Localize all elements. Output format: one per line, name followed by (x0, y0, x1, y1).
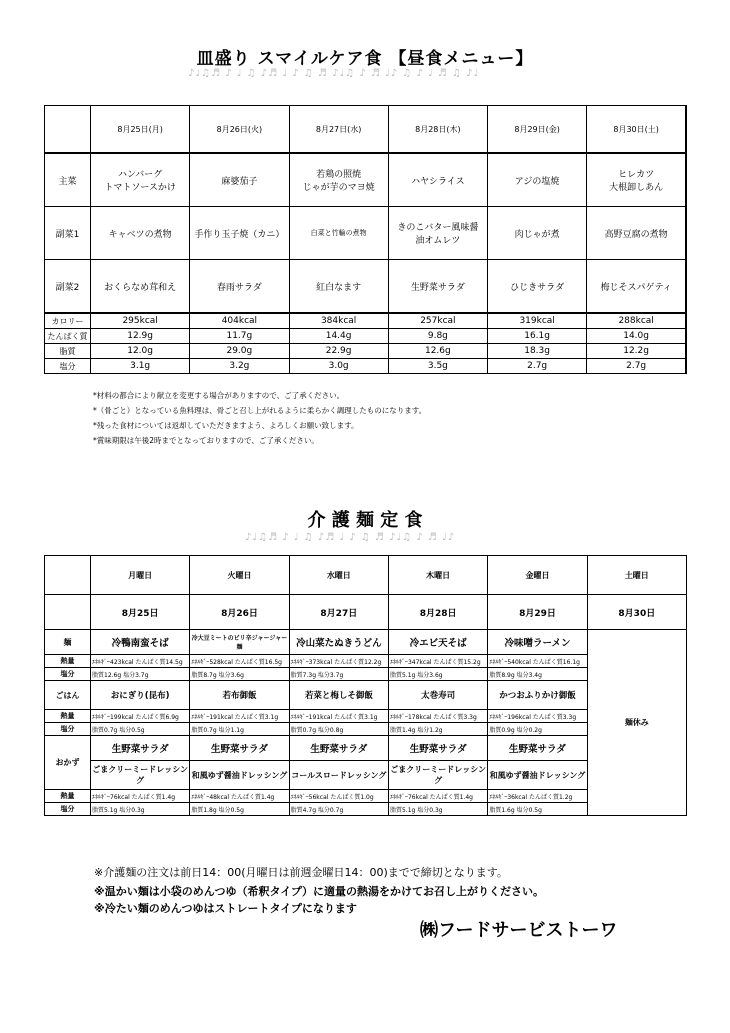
info-cell: ｴﾈﾙｷﾞｰ528kcal たんぱく質16.5g (190, 655, 289, 668)
row-label: 副菜2 (45, 260, 91, 314)
nutrition-value: 14.4g (289, 329, 388, 344)
nutrition-value: 384kcal (289, 313, 388, 329)
music-notes-decoration: ♪♩♫♬ ♪ ♩ ♫ ♪♬ ♩ ♪ ♫ ♬ ♪♩♫ ♪ ♬ ♩♪ (245, 532, 456, 543)
food-cell: 若菜と梅しそ御飯 (289, 681, 388, 710)
nutrition-label: 脂質 (45, 344, 91, 359)
menu-cell: ハンバーグ トマトソースかけ (91, 153, 190, 207)
heat-label: 熱量 (45, 710, 91, 723)
info-cell: ｴﾈﾙｷﾞｰ423kcal たんぱく質14.5g (91, 655, 190, 668)
nutrition-value: 29.0g (190, 344, 289, 359)
corner-cell (45, 595, 91, 630)
salt-label: 塩分 (45, 668, 91, 681)
food-cell: 冷エビ天そば (388, 630, 487, 655)
row-label: 主菜 (45, 153, 91, 207)
corner-cell (45, 106, 91, 154)
menu-cell: ヒレカツ 大根卸しあん (587, 153, 686, 207)
date-header: 8月29日 (488, 595, 587, 630)
day-header: 8月25日(月) (91, 106, 190, 154)
info-cell: ｴﾈﾙｷﾞｰ373kcal たんぱく質12.2g (289, 655, 388, 668)
date-header: 8月27日 (289, 595, 388, 630)
nutrition-value: 14.0g (587, 329, 686, 344)
food-cell: 若布御飯 (190, 681, 289, 710)
note-line: *残った食材については返却していただきますよう、よろしくお願い致します。 (93, 421, 359, 430)
menu-cell: 梅じそスパゲティ (587, 260, 686, 314)
nutrition-value: 3.5g (388, 359, 487, 374)
info-cell: ｴﾈﾙｷﾞｰ191kcal たんぱく質3.1g (289, 710, 388, 723)
menu-cell: 高野豆腐の煮物 (587, 207, 686, 260)
info-cell: ｴﾈﾙｷﾞｰ191kcal たんぱく質3.1g (190, 710, 289, 723)
nutrition-value: 16.1g (488, 329, 587, 344)
menu-cell: 春雨サラダ (190, 260, 289, 314)
music-notes-decoration: ♪♩♫♬ ♪ ♩ ♫ ♪♬ ♩ ♪ ♫ ♬ ♪♩♫ ♪ ♬ ♩♪ ♫ ♪ ♩ ♬ ♫ ♪♩ (188, 68, 480, 79)
food-cell: 太巻寿司 (388, 681, 487, 710)
weekday-header: 木曜日 (388, 556, 487, 595)
info-cell: 脂質1.4g 塩分1.2g (388, 723, 487, 736)
info-cell: 脂質7.3g 塩分3.7g (289, 668, 388, 681)
nutrition-value: 12.6g (388, 344, 487, 359)
date-header: 8月25日 (91, 595, 190, 630)
info-cell: ｴﾈﾙｷﾞｰ36kcal たんぱく質1.2g (488, 790, 587, 803)
day-header: 8月29日(金) (488, 106, 587, 154)
info-cell: 脂質1.8g 塩分0.5g (190, 803, 289, 816)
lunch-menu-title: 皿盛り スマイルケア食 【昼食メニュー】 (196, 49, 534, 69)
info-cell: 脂質0.7g 塩分0.8g (289, 723, 388, 736)
info-cell: 脂質5.1g 塩分0.3g (91, 803, 190, 816)
menu-cell: ハヤシライス (388, 153, 487, 207)
info-cell: 脂質5.1g 塩分3.6g (388, 668, 487, 681)
company-name: ㈱フードサービストーワ (420, 920, 618, 941)
menu-cell: アジの塩焼 (488, 153, 587, 207)
info-cell: 脂質0.9g 塩分0.2g (488, 723, 587, 736)
heat-label: 熱量 (45, 790, 91, 803)
noodle-menu-title: 介 護 麺 定 食 (307, 510, 423, 531)
food-cell: おにぎり(昆布) (91, 681, 190, 710)
day-header: 8月28日(木) (388, 106, 487, 154)
lunch-notes (93, 388, 426, 448)
info-cell: 脂質0.7g 塩分0.5g (91, 723, 190, 736)
food-cell: 生野菜サラダ (190, 736, 289, 761)
date-header: 8月28日 (388, 595, 487, 630)
weekday-header: 月曜日 (91, 556, 190, 595)
row-label: ごはん (45, 681, 91, 710)
nutrition-value: 3.0g (289, 359, 388, 374)
salt-label: 塩分 (45, 803, 91, 816)
nutrition-value: 3.1g (91, 359, 190, 374)
menu-cell: 紅白なます (289, 260, 388, 314)
nutrition-value: 9.8g (388, 329, 487, 344)
nutrition-value: 295kcal (91, 313, 190, 329)
nutrition-value: 3.2g (190, 359, 289, 374)
food-cell: 冷鴨南蛮そば (91, 630, 190, 655)
hot-noodle-note: ※温かい麺は小袋のめんつゆ（希釈タイプ）に適量の熱湯をかけてお召し上がりください。 (94, 885, 545, 898)
menu-cell: ひじきサラダ (488, 260, 587, 314)
menu-cell: 白菜と竹輪の煮物 (289, 207, 388, 260)
nutrition-value: 2.7g (587, 359, 686, 374)
info-cell: 脂質0.7g 塩分1.1g (190, 723, 289, 736)
date-header: 8月30日 (587, 595, 686, 630)
info-cell: ｴﾈﾙｷﾞｰ48kcal たんぱく質1.4g (190, 790, 289, 803)
heat-label: 熱量 (45, 655, 91, 668)
day-header: 8月27日(水) (289, 106, 388, 154)
weekday-header: 火曜日 (190, 556, 289, 595)
info-cell: 脂質4.7g 塩分0.7g (289, 803, 388, 816)
food-cell: 生野菜サラダ (289, 736, 388, 761)
info-cell: ｴﾈﾙｷﾞｰ178kcal たんぱく質3.3g (388, 710, 487, 723)
menu-cell: 肉じゃが煮 (488, 207, 587, 260)
food-cell: かつおふりかけ御飯 (488, 681, 587, 710)
food-cell: 生野菜サラダ (388, 736, 487, 761)
nutrition-value: 12.9g (91, 329, 190, 344)
info-cell: 脂質12.6g 塩分3.7g (91, 668, 190, 681)
info-cell: 脂質8.9g 塩分3.4g (488, 668, 587, 681)
info-cell: 脂質8.7g 塩分3.6g (190, 668, 289, 681)
food-cell: 冷山菜たぬきうどん (289, 630, 388, 655)
salt-label: 塩分 (45, 723, 91, 736)
menu-cell: 生野菜サラダ (388, 260, 487, 314)
weekday-header: 土曜日 (587, 556, 686, 595)
lunch-menu-table (44, 105, 687, 374)
nutrition-value: 288kcal (587, 313, 686, 329)
corner-cell (45, 556, 91, 595)
nutrition-label: カロリー (45, 313, 91, 329)
dressing-cell: 和風ゆず醤油ドレッシング (190, 761, 289, 790)
food-cell: 冷味噌ラーメン (488, 630, 587, 655)
info-cell: ｴﾈﾙｷﾞｰ540kcal たんぱく質16.1g (488, 655, 587, 668)
info-cell: 脂質1.6g 塩分0.5g (488, 803, 587, 816)
menu-cell: おくらなめ茸和え (91, 260, 190, 314)
info-cell: ｴﾈﾙｷﾞｰ76kcal たんぱく質1.4g (91, 790, 190, 803)
nutrition-value: 257kcal (388, 313, 487, 329)
dressing-cell: 和風ゆず醤油ドレッシング (488, 761, 587, 790)
closed-cell: 麺休み (587, 630, 686, 816)
nutrition-value: 12.2g (587, 344, 686, 359)
menu-cell: キャベツの煮物 (91, 207, 190, 260)
info-cell: ｴﾈﾙｷﾞｰ196kcal たんぱく質3.3g (488, 710, 587, 723)
food-cell: 冷大豆ミートのビリ辛ジャージャー麺 (190, 630, 289, 655)
nutrition-value: 404kcal (190, 313, 289, 329)
day-header: 8月30日(土) (587, 106, 686, 154)
nutrition-value: 2.7g (488, 359, 587, 374)
cold-noodle-note: ※冷たい麺のめんつゆはストレートタイプになります (94, 902, 357, 915)
nutrition-value: 18.3g (488, 344, 587, 359)
row-label: 麺 (45, 630, 91, 655)
dressing-cell: ごまクリーミードレッシング (91, 761, 190, 790)
row-label: おかず (45, 736, 91, 790)
food-cell: 生野菜サラダ (91, 736, 190, 761)
weekday-header: 金曜日 (488, 556, 587, 595)
nutrition-value: 319kcal (488, 313, 587, 329)
menu-cell: 麻婆茄子 (190, 153, 289, 207)
info-cell: ｴﾈﾙｷﾞｰ56kcal たんぱく質1.0g (289, 790, 388, 803)
menu-cell: きのこバター風味醤 油オムレツ (388, 207, 487, 260)
nutrition-value: 11.7g (190, 329, 289, 344)
day-header: 8月26日(火) (190, 106, 289, 154)
note-line: *材料の都合により献立を変更する場合がありますので、ご了承ください。 (93, 391, 345, 400)
order-deadline-note: ※介護麺の注文は前日14：00(月曜日は前週金曜日14：00)までで締切となります。 (94, 866, 508, 879)
food-cell: 生野菜サラダ (488, 736, 587, 761)
menu-cell: 若鶏の照焼 じゃが芋のマヨ焼 (289, 153, 388, 207)
note-line: *（骨ごと）となっている魚料理は、骨ごと召し上がれるように柔らかく調理したものになります。 (93, 406, 427, 415)
noodle-menu-table (44, 555, 687, 816)
nutrition-label: 塩分 (45, 359, 91, 374)
nutrition-value: 12.0g (91, 344, 190, 359)
info-cell: ｴﾈﾙｷﾞｰ347kcal たんぱく質15.2g (388, 655, 487, 668)
row-label: 副菜1 (45, 207, 91, 260)
dressing-cell: ごまクリーミードレッシング (388, 761, 487, 790)
nutrition-label: たんぱく質 (45, 329, 91, 344)
date-header: 8月26日 (190, 595, 289, 630)
note-line: *賞味期限は午後2時までとなっておりますので、ご了承ください。 (93, 436, 319, 445)
weekday-header: 水曜日 (289, 556, 388, 595)
info-cell: 脂質5.1g 塩分0.3g (388, 803, 487, 816)
info-cell: ｴﾈﾙｷﾞｰ199kcal たんぱく質6.9g (91, 710, 190, 723)
dressing-cell: コールスロードレッシング (289, 761, 388, 790)
info-cell: ｴﾈﾙｷﾞｰ76kcal たんぱく質1.4g (388, 790, 487, 803)
nutrition-value: 22.9g (289, 344, 388, 359)
menu-cell: 手作り玉子焼（カニ） (190, 207, 289, 260)
